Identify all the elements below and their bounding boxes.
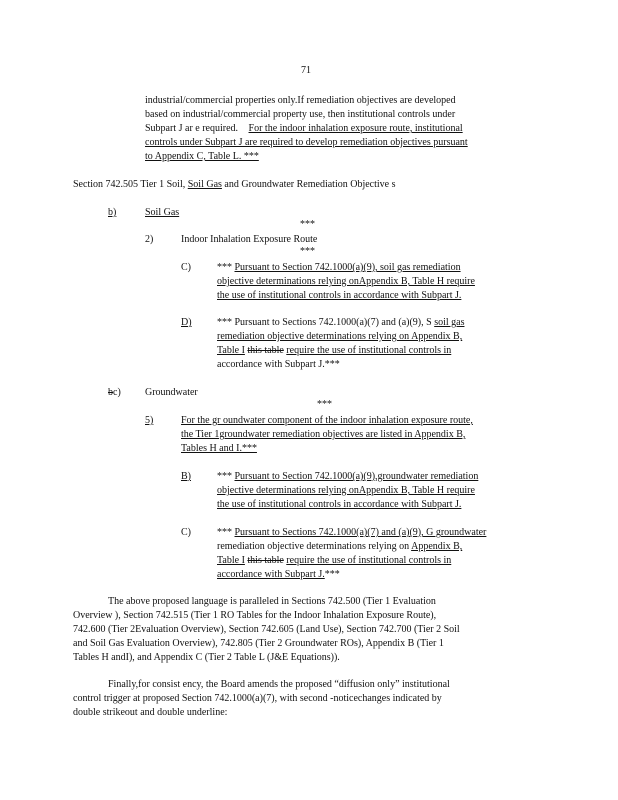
c-label bbox=[108, 386, 121, 400]
section-heading-prefix: Section 742.505 Tier 1 Soil, bbox=[73, 179, 186, 190]
c5-line-2: the Tier 1groundwater remediation objectives are listed in Appendix B, bbox=[181, 429, 466, 440]
cB-line-3: the use of institutional controls in accordance with Subpart J. bbox=[217, 499, 462, 510]
intro-line-5: to Appendix C, Table L. *** bbox=[145, 151, 259, 162]
body1-line-2: Overview ), Section 742.515 (Tier 1 RO Tables for the Indoor Inhalation Exposure Route), bbox=[73, 610, 437, 621]
b2-title: Indoor Inhalation Exposure Route bbox=[181, 234, 318, 245]
bC-line-3: the use of institutional controls in accordance with Subpart J. bbox=[217, 290, 462, 301]
bD-line-2: remediation objective determinations relying on Appendix B, bbox=[217, 331, 463, 342]
c-label-new: c) bbox=[113, 387, 121, 398]
cB-line-1 bbox=[217, 470, 478, 484]
bD-line-3 bbox=[217, 344, 451, 358]
cB-line-1-text: Pursuant to Section 742.1000(a)(9),groundwater remediation bbox=[234, 471, 479, 482]
cC-line-3-struck: this table bbox=[247, 555, 284, 566]
cC-line-1 bbox=[217, 526, 486, 540]
bD-line-3-table: Table I bbox=[217, 345, 245, 356]
b-title: Soil Gas bbox=[145, 207, 180, 218]
body2-line-1: Finally,for consist ency, the Board amends the proposed “diffusion only” institutional bbox=[108, 679, 450, 690]
body1-line-5: Tables H andI), and Appendix C (Tier 2 Table L (J&E Equations)). bbox=[73, 652, 340, 663]
cC-line-2-text: remediation objective determinations relying on bbox=[217, 541, 410, 552]
cC-line-4-text: accordance with Subpart J. bbox=[217, 569, 325, 580]
cC-line-2-appendix: Appendix B, bbox=[411, 541, 463, 552]
section-heading bbox=[73, 178, 395, 192]
bC-line-1 bbox=[217, 261, 461, 275]
c5-label: 5) bbox=[145, 415, 154, 426]
bC-line-1-stars: *** bbox=[217, 262, 232, 273]
bD-line-3-text: require the use of institutional controls in bbox=[286, 345, 452, 356]
c-title: Groundwater bbox=[145, 387, 198, 398]
b2-stars: *** bbox=[300, 246, 315, 257]
b-label: b) bbox=[108, 207, 117, 218]
c-stars: *** bbox=[317, 399, 332, 410]
cC-line-3-text: require the use of institutional controls in bbox=[286, 555, 452, 566]
bC-line-1-text: Pursuant to Section 742.1000(a)(9), soil gas remediation bbox=[234, 262, 461, 273]
b2-label: 2) bbox=[145, 234, 154, 245]
c5-line-1: For the gr oundwater component of the indoor inhalation exposure route, bbox=[181, 415, 473, 426]
intro-line-3 bbox=[145, 122, 463, 136]
section-heading-suffix: and Groundwater Remediation Objective s bbox=[224, 179, 396, 190]
cC-line-2 bbox=[217, 540, 462, 554]
section-heading-soil-gas: Soil Gas bbox=[187, 179, 222, 190]
cC-label: C) bbox=[181, 527, 191, 538]
body1-line-4: and Soil Gas Evaluation Overview), 742.805 (Tier 2 Groundwater ROs), Appendix B (Tier 1 bbox=[73, 638, 444, 649]
bC-label: C) bbox=[181, 262, 191, 273]
cC-line-4 bbox=[217, 568, 340, 582]
intro-line-3-inserted: For the indoor inhalation exposure route, institutional bbox=[248, 123, 463, 134]
intro-line-4: controls under Subpart J are required to develop remediation objectives pursuant bbox=[145, 137, 468, 148]
body1-line-3: 742.600 (Tier 2Evaluation Overview), Section 742.605 (Land Use), Section 742.700 (Tier 2 Soil bbox=[73, 624, 460, 635]
bC-line-2: objective determinations relying onAppendix B, Table H require bbox=[217, 276, 475, 287]
bD-line-1 bbox=[217, 316, 464, 330]
cC-line-4-stars: *** bbox=[324, 569, 340, 580]
b-stars: *** bbox=[300, 219, 315, 230]
intro-line-1: industrial/commercial properties only.If remediation objectives are developed bbox=[145, 95, 456, 106]
c5-line-3: Tables H and I.*** bbox=[181, 443, 257, 454]
bD-line-1-inserted: soil gas bbox=[434, 317, 465, 328]
bD-line-3-struck: this table bbox=[247, 345, 284, 356]
cC-line-3-table: Table I bbox=[217, 555, 245, 566]
cC-line-1-text: Pursuant to Sections 742.1000(a)(7) and (a)(9), G groundwater bbox=[234, 527, 487, 538]
bD-line-4: accordance with Subpart J.*** bbox=[217, 359, 340, 370]
cC-line-1-stars: *** bbox=[217, 527, 232, 538]
page-number: 71 bbox=[301, 65, 311, 76]
cC-line-3 bbox=[217, 554, 451, 568]
intro-line-3-text: Subpart J ar e required. bbox=[145, 123, 239, 134]
cB-line-1-stars: *** bbox=[217, 471, 232, 482]
bD-line-1-text: *** Pursuant to Sections 742.1000(a)(7) and (a)(9), S bbox=[217, 317, 432, 328]
body2-line-3: double strikeout and double underline: bbox=[73, 707, 228, 718]
cB-line-2: objective determinations relying onAppendix B, Table H require bbox=[217, 485, 475, 496]
body2-line-2: control trigger at proposed Section 742.1000(a)(7), with second -noticechanges indicated by bbox=[73, 693, 442, 704]
c-label-old: b bbox=[108, 387, 113, 398]
bD-label: D) bbox=[181, 317, 192, 328]
intro-line-2: based on industrial/commercial property use, then institutional controls under bbox=[145, 109, 456, 120]
cB-label: B) bbox=[181, 471, 191, 482]
body1-line-1: The above proposed language is paralleled in Sections 742.500 (Tier 1 Evaluation bbox=[108, 596, 436, 607]
